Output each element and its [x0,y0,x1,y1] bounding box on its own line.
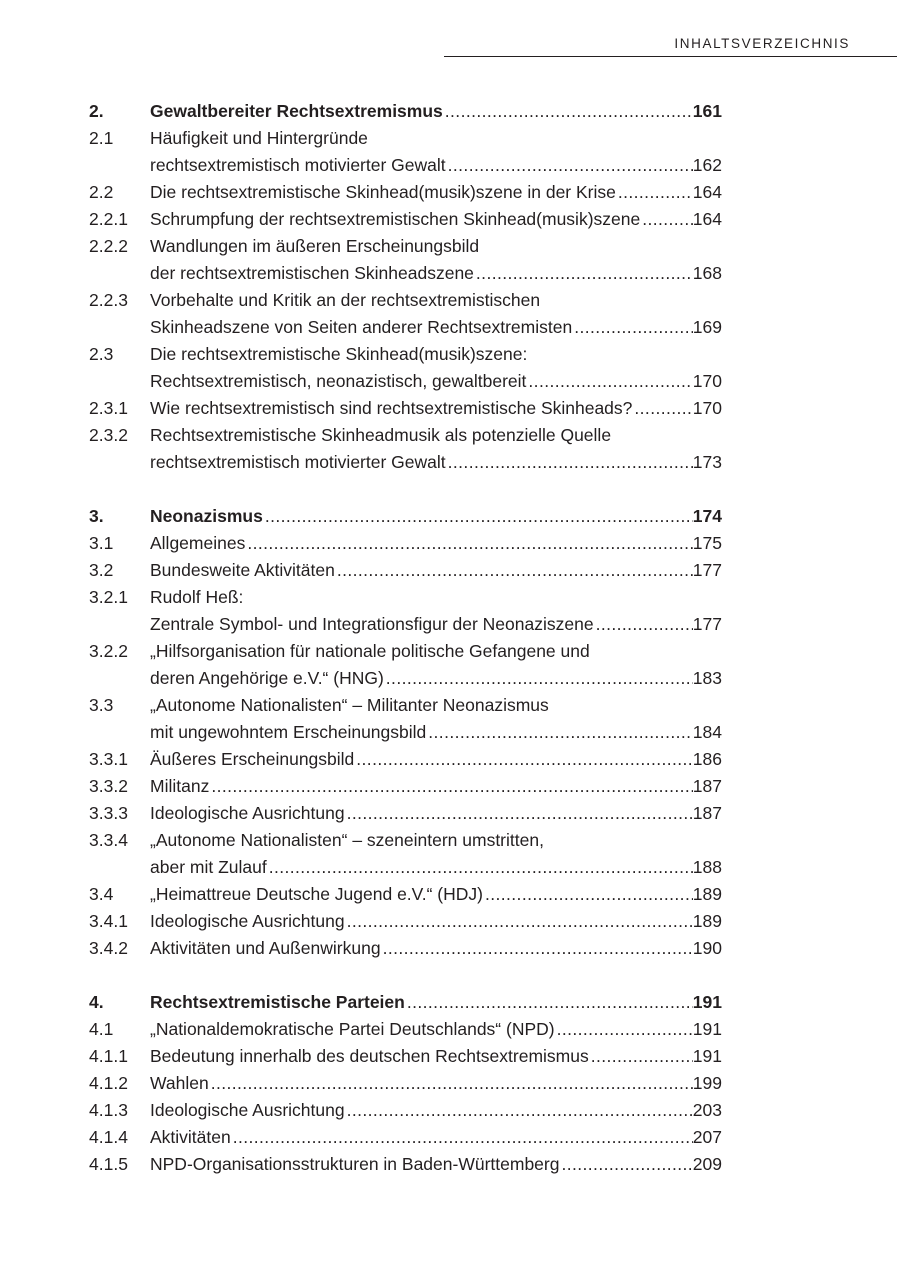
toc-entry-line [89,206,722,233]
toc-entry-title: rechtsextremistisch motivierter Gewalt [150,452,446,472]
toc-entry-number: 3.1 [89,533,114,553]
toc-entry-number: 2.2.1 [89,209,128,229]
toc-entry-line [89,881,722,908]
toc-entry-number: 4.1.2 [89,1073,128,1093]
toc-entry-line [89,1043,722,1070]
toc-entry-first-line [89,287,722,314]
toc-entry-line [89,854,722,881]
toc-entry-title: Ideologische Ausrichtung [150,911,345,931]
dot-leader [354,746,693,773]
toc-entry-title: Aktivitäten und Außenwirkung [150,938,381,958]
toc-chapter-entry [89,503,722,530]
toc-entry-first-line [89,584,722,611]
dot-leader [572,314,693,341]
toc-entry-page-number: 174 [692,506,722,526]
toc-entry-page-number: 169 [692,317,722,337]
toc-entry-title-first-line: Häufigkeit und Hintergründe [150,128,368,148]
toc-entry [89,179,722,206]
dot-leader [426,719,693,746]
toc-entry [89,1043,722,1070]
toc-entry-page-number: 189 [692,884,722,904]
toc-entry-number: 4.1.3 [89,1100,128,1120]
toc-entry-number: 3. [89,506,104,526]
toc-entry-line [89,1124,722,1151]
toc-entry [89,125,722,179]
toc-entry-line [89,503,722,530]
toc-entry-number: 4. [89,992,104,1012]
toc-entry-page-number: 187 [692,776,722,796]
toc-entry-first-line [89,692,722,719]
toc-entry-line [89,665,722,692]
running-header [444,36,897,57]
toc-entry-title: Neonazismus [150,506,263,526]
toc-entry-number: 3.2 [89,560,114,580]
toc-entry-number [89,611,150,638]
toc-entry [89,287,722,341]
toc-entry-number: 2.2.3 [89,290,128,310]
toc-entry-page-number: 177 [692,614,722,634]
toc-entry [89,773,722,800]
dot-leader [231,1124,693,1151]
toc-entry-number [89,719,150,746]
toc-entry-number: 2.2.2 [89,236,128,256]
toc-entry-title: Bundesweite Aktivitäten [150,560,335,580]
toc-entry [89,1070,722,1097]
toc-entry-title: der rechtsextremistischen Skinheadszene [150,263,474,283]
toc-entry-title: Rechtsextremistisch, neonazistisch, gewaltbereit [150,371,527,391]
dot-leader [209,1070,693,1097]
toc-entry-number [89,368,150,395]
toc-entry-line [89,800,722,827]
toc-entry-page-number: 190 [692,938,722,958]
dot-leader [632,395,692,422]
toc-entry [89,422,722,476]
toc-entry-line [89,557,722,584]
toc-entry-first-line [89,422,722,449]
toc-entry-number: 2. [89,101,104,121]
toc-entry-number: 3.3 [89,695,114,715]
toc-entry [89,530,722,557]
toc-entry-page-number: 175 [692,533,722,553]
toc-entry-title: Die rechtsextremistische Skinhead(musik)szene in der Krise [150,182,616,202]
dot-leader [381,935,693,962]
dot-leader [474,260,693,287]
toc-entry-page-number: 184 [692,722,722,742]
dot-leader [405,989,693,1016]
toc-entry-title: aber mit Zulauf [150,857,267,877]
toc-entry-title: Zentrale Symbol- und Integrationsfigur der Neonaziszene [150,614,594,634]
toc-entry-title: Gewaltbereiter Rechtsextremismus [150,101,443,121]
toc-entry-number: 2.3.2 [89,425,128,445]
dot-leader [446,152,693,179]
toc-entry-page-number: 207 [692,1127,722,1147]
toc-entry-number: 3.3.3 [89,803,128,823]
toc-entry-number: 4.1.1 [89,1046,128,1066]
toc-entry-title: Bedeutung innerhalb des deutschen Rechtsextremismus [150,1046,589,1066]
toc-entry-title: Skinheadszene von Seiten anderer Rechtsextremisten [150,317,573,337]
toc-entry-title: Rechtsextremistische Parteien [150,992,405,1012]
toc-entry-page-number: 162 [692,155,722,175]
toc-entry-page-number: 183 [692,668,722,688]
toc-entry-title: „Nationaldemokratische Partei Deutschlands“ (NPD) [150,1019,555,1039]
toc-entry-number [89,854,150,881]
toc-entry-number: 3.3.2 [89,776,128,796]
dot-leader [345,908,693,935]
toc-entry-line [89,395,722,422]
toc-entry [89,584,722,638]
dot-leader [443,98,693,125]
toc-entry [89,800,722,827]
toc-entry-number: 4.1.5 [89,1154,128,1174]
toc-entry-first-line [89,638,722,665]
dot-leader [483,881,693,908]
toc-entry-title-first-line: Vorbehalte und Kritik an der rechtsextremistischen [150,290,541,310]
toc-entry-page-number: 161 [692,101,722,121]
toc-chapter-entry [89,98,722,125]
toc-entry-title: Wahlen [150,1073,209,1093]
toc-entry-page-number: 173 [692,452,722,472]
toc-entry-number: 2.2 [89,182,114,202]
toc-entry-page-number: 199 [692,1073,722,1093]
header-title: INHALTSVERZEICHNIS [674,36,850,51]
toc-entry-number [89,665,150,692]
toc-entry-page-number: 186 [692,749,722,769]
toc-entry-title-first-line: Rechtsextremistische Skinheadmusik als potenzielle Quelle [150,425,612,445]
toc-entry-title: Ideologische Ausrichtung [150,1100,345,1120]
toc-entry-number [89,314,150,341]
toc-entry-page-number: 164 [692,182,722,202]
toc-entry-number: 2.1 [89,128,114,148]
toc-entry-number: 2.3.1 [89,398,128,418]
toc-entry-number: 3.4.1 [89,911,128,931]
toc-entry-first-line [89,341,722,368]
toc-chapter-entry [89,989,722,1016]
dot-leader [589,1043,693,1070]
dot-leader [267,854,693,881]
toc-entry-title: Ideologische Ausrichtung [150,803,345,823]
toc-entry-page-number: 191 [692,1046,722,1066]
toc-entry [89,935,722,962]
toc-entry-line [89,989,722,1016]
toc-entry-number [89,449,150,476]
dot-leader [555,1016,693,1043]
toc-entry [89,1151,722,1178]
toc-entry [89,638,722,692]
toc-entry-number: 3.3.4 [89,830,128,850]
toc-entry-title: Äußeres Erscheinungsbild [150,749,355,769]
toc-entry-title: „Heimattreue Deutsche Jugend e.V.“ (HDJ) [150,884,483,904]
dot-leader [616,179,693,206]
toc-entry-title-first-line: Rudolf Heß: [150,587,244,607]
toc-entry-first-line [89,233,722,260]
toc-entry-title: mit ungewohntem Erscheinungsbild [150,722,427,742]
toc-entry-title-first-line: „Autonome Nationalisten“ – szeneintern umstritten, [150,830,544,850]
toc-entry-page-number: 191 [692,992,722,1012]
toc-entry-line [89,260,722,287]
toc-entry-line [89,1097,722,1124]
toc-entry-title-first-line: Die rechtsextremistische Skinhead(musik)szene: [150,344,528,364]
toc-entry [89,908,722,935]
dot-leader [263,503,693,530]
toc-entry-page-number: 188 [692,857,722,877]
toc-entry-line [89,611,722,638]
toc-entry-line [89,152,722,179]
toc-entry [89,827,722,881]
toc-entry-number: 3.2.2 [89,641,128,661]
dot-leader [345,1097,693,1124]
toc-entry [89,692,722,746]
toc-entry-number: 3.4.2 [89,938,128,958]
toc-entry-title: Militanz [150,776,210,796]
toc-entry [89,1124,722,1151]
toc-entry [89,395,722,422]
toc-entry-line [89,1016,722,1043]
toc-entry-line [89,98,722,125]
toc-entry-line [89,773,722,800]
toc-entry [89,746,722,773]
toc-entry-number: 4.1.4 [89,1127,128,1147]
toc-entry-number: 4.1 [89,1019,114,1039]
toc-entry-page-number: 168 [692,263,722,283]
toc-entry-line [89,935,722,962]
toc-entry-title: Schrumpfung der rechtsextremistischen Skinhead(musik)szene [150,209,641,229]
toc-entry [89,206,722,233]
toc-entry-title: deren Angehörige e.V.“ (HNG) [150,668,384,688]
dot-leader [559,1151,692,1178]
toc-entry-first-line [89,827,722,854]
toc-entry-title-first-line: „Hilfsorganisation für nationale politische Gefangene und [150,641,590,661]
dot-leader [594,611,693,638]
toc-entry-title: rechtsextremistisch motivierter Gewalt [150,155,446,175]
toc-entry-page-number: 170 [692,398,722,418]
toc-entry-line [89,1070,722,1097]
toc-entry-title-first-line: „Autonome Nationalisten“ – Militanter Neonazismus [150,695,549,715]
dot-leader [245,530,692,557]
toc-entry [89,1097,722,1124]
dot-leader [640,206,693,233]
toc-entry-line [89,719,722,746]
dot-leader [526,368,692,395]
toc-entry-page-number: 164 [692,209,722,229]
toc-entry-page-number: 191 [692,1019,722,1039]
toc-entry-number: 3.3.1 [89,749,128,769]
toc-entry-page-number: 189 [692,911,722,931]
toc-entry [89,881,722,908]
toc-entry-page-number: 170 [692,371,722,391]
toc-entry-number: 3.2.1 [89,587,128,607]
dot-leader [335,557,693,584]
toc-entry-page-number: 177 [692,560,722,580]
toc-entry-title-first-line: Wandlungen im äußeren Erscheinungsbild [150,236,480,256]
toc-entry-line [89,1151,722,1178]
dot-leader [446,449,693,476]
toc-entry [89,233,722,287]
toc-entry-page-number: 187 [692,803,722,823]
toc-entry-number [89,152,150,179]
toc-entry-page-number: 209 [692,1154,722,1174]
toc-entry [89,557,722,584]
toc-entry-number: 2.3 [89,344,114,364]
toc-entry [89,1016,722,1043]
toc-entry-page-number: 203 [692,1100,722,1120]
table-of-contents [89,98,722,1178]
toc-entry-title: Wie rechtsextremistisch sind rechtsextremistische Skinheads? [150,398,633,418]
dot-leader [345,800,693,827]
toc-entry-line [89,449,722,476]
toc-entry-line [89,179,722,206]
toc-entry [89,341,722,395]
toc-entry-line [89,746,722,773]
toc-entry-number [89,260,150,287]
toc-entry-first-line [89,125,722,152]
toc-entry-title: NPD-Organisationsstrukturen in Baden-Württemberg [150,1154,560,1174]
dot-leader [384,665,693,692]
toc-entry-number: 3.4 [89,884,114,904]
dot-leader [209,773,692,800]
toc-entry-line [89,314,722,341]
toc-entry-line [89,908,722,935]
toc-entry-title: Aktivitäten [150,1127,231,1147]
toc-entry-title: Allgemeines [150,533,246,553]
toc-entry-line [89,530,722,557]
toc-entry-line [89,368,722,395]
